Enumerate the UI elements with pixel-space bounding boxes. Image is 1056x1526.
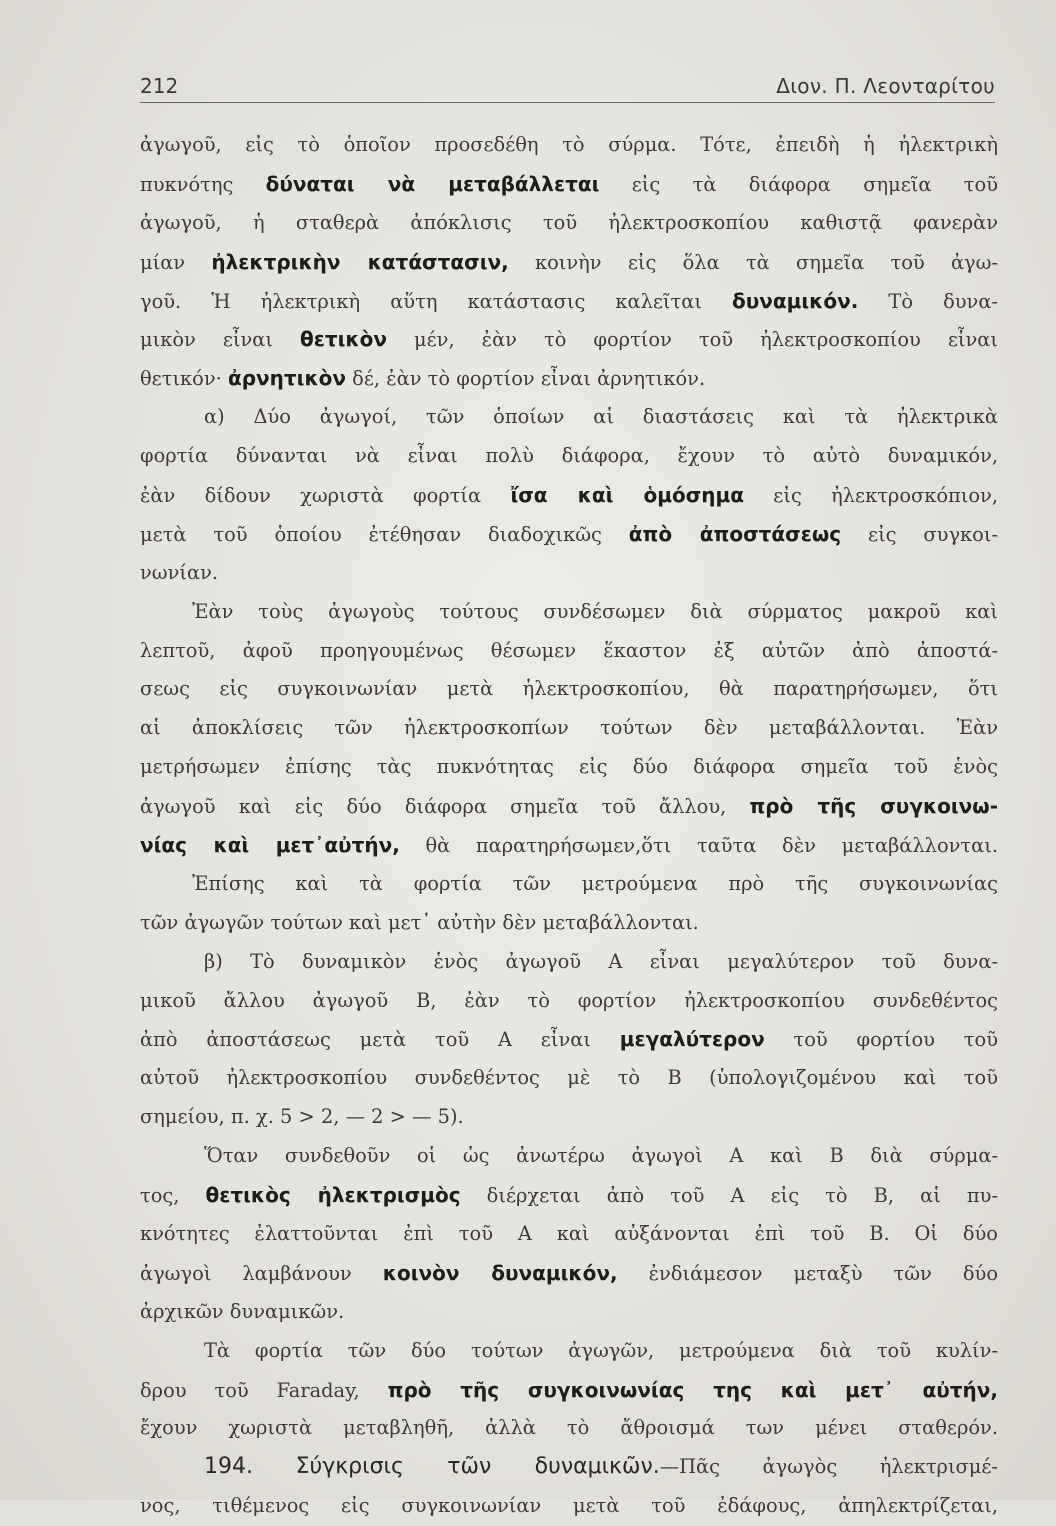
text-span: κοινὴν εἰς ὅλα τὰ σημεῖα τοῦ ἀγω- xyxy=(508,250,998,274)
bold-term: πρὸ τῆς συγκοινω- xyxy=(749,794,998,819)
text-line: ἀγωγοῦ, ἡ σταθερὰ ἀπόκλισις τοῦ ἠλεκτροσκοπίου καθιστᾷ φανερὰν xyxy=(140,210,998,234)
bold-term: ἀπὸ ἀποστάσεως xyxy=(628,521,842,546)
text-span: μίαν xyxy=(140,250,212,274)
section-heading-line xyxy=(140,1448,998,1487)
section-number: 194. xyxy=(204,1454,253,1480)
text-line: β) Τὸ δυναμικὸν ἑνὸς ἀγωγοῦ Α εἶναι μεγαλύτερον τοῦ δυνα- xyxy=(204,949,998,973)
text-span: μετὰ τοῦ ὁποίου ἐτέθησαν διαδοχικῶς xyxy=(140,522,629,546)
text-line xyxy=(140,1254,998,1293)
paragraph-1 xyxy=(140,126,998,398)
text-span: θετικόν· xyxy=(140,367,228,391)
text-span: Τὸ δυνα- xyxy=(858,289,998,313)
text-line: σεως εἰς συγκοινωνίαν μετὰ ἠλεκτροσκοπίου, θὰ παρατηρήσωμεν, ὅτι xyxy=(140,677,998,701)
bold-term: μεγαλύτερον xyxy=(619,1027,765,1052)
text-line xyxy=(140,787,998,826)
text-line: φορτία δύνανται νὰ εἶναι πολὺ διάφορα, ἔχουν τὸ αὐτὸ δυναμικόν, xyxy=(140,444,998,468)
running-head: Διον. Π. Λεονταρίτου xyxy=(776,74,995,98)
text-line xyxy=(140,243,998,282)
text-span: δέ, ἐὰν τὸ φορτίον εἶναι ἀρνητικόν. xyxy=(346,367,706,391)
bold-term: ἴσα καὶ ὁμόσημα xyxy=(510,483,744,508)
text-span: γοῦ. Ἡ ἠλεκτρικὴ αὕτη κατάστασις καλεῖται xyxy=(140,289,733,313)
paragraph-7 xyxy=(140,1332,998,1449)
text-span: εἰς τὰ διάφορα σημεῖα τοῦ xyxy=(599,172,998,196)
section-194 xyxy=(140,1448,998,1526)
text-line: μικοῦ ἄλλου ἀγωγοῦ Β, ἐὰν τὸ φορτίον ἠλεκτροσκοπίου συνδεθέντος xyxy=(140,988,998,1012)
paragraph-3 xyxy=(140,593,998,865)
body-text xyxy=(140,126,998,1526)
text-line: Ἐὰν τοὺς ἀγωγοὺς τούτους συνδέσωμεν διὰ σύρματος μακροῦ καὶ xyxy=(192,599,998,623)
text-span: πυκνότης xyxy=(140,172,266,196)
text-span: ἐνδιάμεσον μεταξὺ τῶν δύο xyxy=(617,1261,998,1285)
text-line: α) Δύο ἀγωγοί, τῶν ὁποίων αἱ διαστάσεις καὶ τὰ ἠλεκτρικὰ xyxy=(204,405,998,429)
text-line xyxy=(140,320,998,359)
text-line xyxy=(140,515,998,554)
text-span: μικὸν εἶναι xyxy=(140,328,300,352)
text-span: —Πᾶς ἀγωγὸς ἠλεκτρισμέ- xyxy=(659,1455,998,1479)
text-line: αἱ ἀποκλίσεις τῶν ἠλεκτροσκοπίων τούτων δὲν μεταβάλλονται. Ἐὰν xyxy=(140,716,998,740)
text-span: ἀγωγοὶ λαμβάνουν xyxy=(140,1261,383,1285)
bold-term: ἠλεκτρικὴν κατάστασιν, xyxy=(211,249,509,274)
bold-term: δυναμικόν. xyxy=(732,288,859,313)
text-span: διέρχεται ἀπὸ τοῦ Α εἰς τὸ Β, αἱ πυ- xyxy=(460,1184,998,1208)
text-line: τῶν ἀγωγῶν τούτων καὶ μετ᾽ αὐτὴν δὲν μεταβάλλονται. xyxy=(140,910,699,934)
bold-term: θετικὸς ἠλεκτρισμὸς xyxy=(205,1183,461,1208)
bold-term: πρὸ τῆς συγκοινωνίας της καὶ μετ᾽ αὐτήν, xyxy=(387,1377,998,1402)
text-line xyxy=(140,826,998,865)
text-line: νωνίαν. xyxy=(140,560,219,584)
text-span: τοῦ φορτίου τοῦ xyxy=(764,1028,998,1052)
text-span: ἐὰν δίδουν χωριστὰ φορτία xyxy=(140,484,511,508)
bold-term: θετικὸν xyxy=(299,327,387,352)
text-line xyxy=(140,476,998,515)
section-title: Σύγκρισις τῶν δυναμικῶν. xyxy=(295,1454,660,1480)
text-line xyxy=(140,1176,998,1215)
text-line: νος, τιθέμενος εἰς συγκοινωνίαν μετὰ τοῦ ἐδάφους, ἀπηλεκτρίζεται, xyxy=(140,1494,998,1518)
paragraph-2 xyxy=(140,398,998,592)
text-line xyxy=(140,1371,998,1410)
text-span: θὰ παρατηρήσωμεν,ὅτι ταῦτα δὲν μεταβάλλονται. xyxy=(399,834,998,858)
text-span: μέν, ἐὰν τὸ φορτίον τοῦ ἠλεκτροσκοπίου εἶναι xyxy=(387,328,998,352)
paragraph-6 xyxy=(140,1137,998,1331)
text-span: εἰς συγκοι- xyxy=(841,522,998,546)
paragraph-4 xyxy=(140,865,998,943)
text-line: ἀγωγοῦ, εἰς τὸ ὁποῖον προσεδέθη τὸ σύρμα. Τότε, ἐπειδὴ ἡ ἠλεκτρικὴ xyxy=(140,133,998,156)
text-line: ἀρχικῶν δυναμικῶν. xyxy=(140,1299,345,1323)
text-span: ἀπὸ ἀποστάσεως μετὰ τοῦ Α εἶναι xyxy=(140,1028,620,1052)
page-number: 212 xyxy=(140,74,179,98)
text-line xyxy=(140,359,998,398)
page-header xyxy=(140,70,995,103)
paragraph-5 xyxy=(140,943,998,1137)
text-span: εἰς ἠλεκτροσκόπιον, xyxy=(743,484,998,508)
text-line: ἔχουν χωριστὰ μεταβληθῆ, ἀλλὰ τὸ ἄθροισμά των μένει σταθερόν. xyxy=(140,1416,998,1440)
text-line: Ἐπίσης καὶ τὰ φορτία τῶν μετρούμενα πρὸ τῆς συγκοινωνίας xyxy=(192,871,998,895)
text-line: σημείου, π. χ. 5 > 2, — 2 > — 5). xyxy=(140,1105,464,1129)
text-line: μετρήσωμεν ἐπίσης τὰς πυκνότητας εἰς δύο διάφορα σημεῖα τοῦ ἑνὸς xyxy=(140,755,998,779)
bold-term: ἀρνητικὸν xyxy=(227,366,347,391)
bold-term: νίας καὶ μετ᾽αὐτήν, xyxy=(140,833,400,858)
bold-term: δύναται νὰ μεταβάλλεται xyxy=(265,171,600,196)
text-line: λεπτοῦ, ἀφοῦ προηγουμένως θέσωμεν ἕκαστον ἐξ αὐτῶν ἀπὸ ἀποστά- xyxy=(140,638,998,662)
text-span: τος, xyxy=(140,1184,206,1208)
text-line xyxy=(140,1020,998,1059)
text-line: Ὅταν συνδεθοῦν οἱ ὡς ἀνωτέρω ἀγωγοὶ Α καὶ Β διὰ σύρμα- xyxy=(204,1144,998,1168)
text-line: Τὰ φορτία τῶν δύο τούτων ἀγωγῶν, μετρούμενα διὰ τοῦ κυλίν- xyxy=(204,1338,998,1362)
text-span: δρου τοῦ Faraday, xyxy=(140,1378,388,1402)
text-span: ἀγωγοῦ καὶ εἰς δύο διάφορα σημεῖα τοῦ ἄλλου, xyxy=(140,795,750,819)
text-line xyxy=(140,282,998,321)
text-line: κνότητες ἐλαττοῦνται ἐπὶ τοῦ Α καὶ αὐξάνονται ἐπὶ τοῦ Β. Οἱ δύο xyxy=(140,1221,998,1245)
text-line xyxy=(140,165,998,204)
bold-term: κοινὸν δυναμικόν, xyxy=(382,1260,618,1285)
text-line: αὐτοῦ ἠλεκτροσκοπίου συνδεθέντος μὲ τὸ Β (ὑπολογιζομένου καὶ τοῦ xyxy=(140,1066,998,1090)
